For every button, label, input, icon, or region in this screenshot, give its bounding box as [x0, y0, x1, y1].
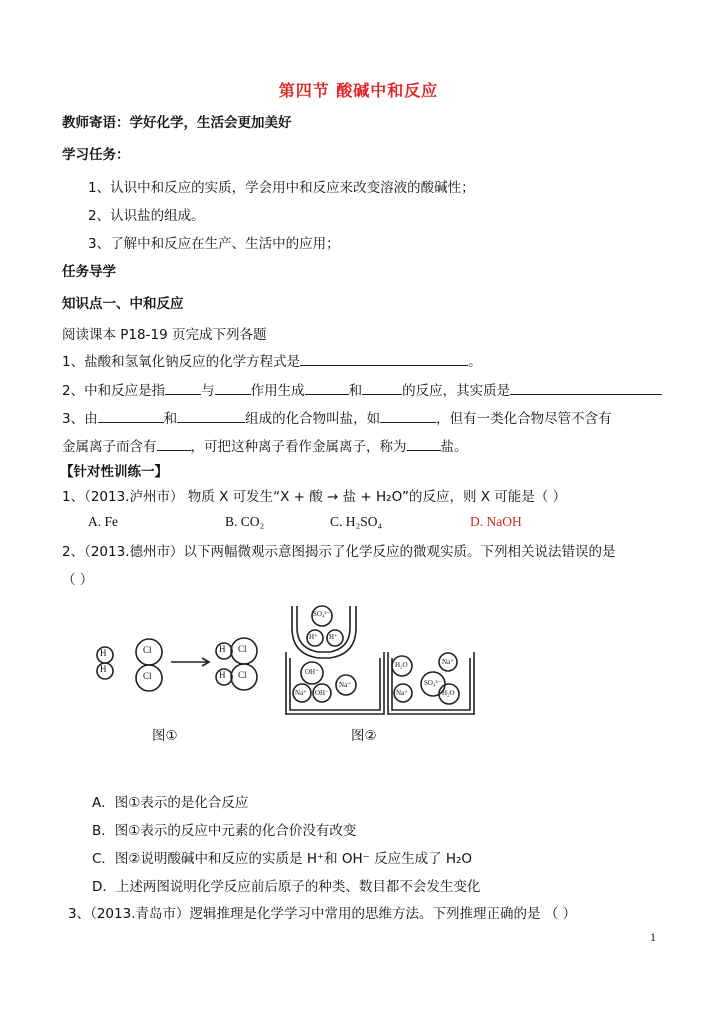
answer-blank[interactable] [157, 436, 191, 451]
question-1-text: 1、盐酸和氢氧化钠反应的化学方程式是 [62, 354, 301, 370]
beaker-left-outer [286, 652, 384, 714]
teacher-motto: 教师寄语：学好化学，生活会更加美好 [62, 115, 292, 131]
ion-label: Na⁺ [339, 681, 351, 689]
guide-heading: 任务导学 [62, 264, 116, 280]
option-b[interactable]: B．图①表示的反应中元素的化合价没有改变 [92, 823, 357, 839]
page-title: 第四节 酸碱中和反应 [278, 81, 439, 100]
question-3-text: 和 [163, 411, 178, 427]
question-2-text: 作用生成 [250, 383, 305, 399]
answer-blank[interactable] [165, 380, 201, 395]
practice-2-stem: 2、（2013.德州市）以下两幅微观示意图揭示了化学反应的微观实质。下列相关说法错误的是 [62, 544, 616, 560]
ion-label: Na⁺ [396, 689, 408, 697]
option-c[interactable]: C. H₂SO₄ [330, 514, 383, 529]
atom-label: Cl [238, 670, 247, 680]
question-2-text: 的反应，其实质是 [402, 383, 511, 399]
atom-label: Cl [238, 644, 247, 654]
answer-paren: （ ） [62, 572, 94, 588]
atom-label: H [100, 664, 107, 674]
atom-label: H [219, 670, 226, 680]
answer-blank[interactable] [380, 408, 436, 423]
ion-label: Na⁺ [442, 658, 454, 666]
answer-blank[interactable] [305, 380, 349, 395]
atom-label: H [219, 644, 226, 654]
answer-blank[interactable] [215, 380, 251, 395]
practice-1-stem: 1、（2013.泸州市） 物质 X 可发生“X + 酸 → 盐 + H₂O”的反应，则 X 可能是（ ） [62, 489, 567, 505]
question-2 [62, 379, 662, 399]
ion-label: OH⁻ [305, 668, 319, 676]
question-3-text: 3、由 [62, 411, 98, 427]
question-1 [62, 350, 482, 370]
figure-2-caption: 图② [351, 728, 377, 744]
ion-label: Na⁺ [295, 689, 307, 697]
question-3-line-2 [62, 435, 468, 455]
answer-blank[interactable] [98, 408, 164, 423]
question-3-text: 组成的化合物叫盐，如 [245, 411, 381, 427]
question-2-text: 2、中和反应是指 [62, 383, 166, 399]
knowledge-point-heading: 知识点一、中和反应 [62, 296, 184, 312]
answer-blank[interactable] [510, 380, 662, 395]
arrow-head-icon [202, 658, 209, 666]
answer-blank[interactable] [362, 380, 402, 395]
option-b[interactable]: B. CO₂ [225, 514, 265, 529]
question-3-text: 金属离子而含有 [62, 439, 157, 455]
option-d[interactable]: D．上述两图说明化学反应前后原子的种类、数目都不会发生变化 [92, 879, 481, 895]
answer-blank[interactable] [407, 436, 441, 451]
atom-label: Cl [143, 645, 152, 655]
ion-label: H⁺ [309, 633, 318, 641]
question-3-text: ，可把这种离子看作金属离子，称为 [190, 439, 407, 455]
ion-label: OH⁻ [315, 689, 329, 697]
practice-3-stem: 3、（2013.青岛市）逻辑推理是化学学习中常用的思维方法。下列推理正确的是 （ ） [68, 906, 577, 922]
question-3-text: 盐。 [440, 439, 468, 455]
question-2-text: 与 [201, 383, 215, 399]
figure-1-caption: 图① [152, 728, 178, 744]
task-item: 1、认识中和反应的实质，学会用中和反应来改变溶液的酸碱性； [88, 180, 475, 196]
practice-heading: 【针对性训练一】 [60, 464, 168, 480]
option-d[interactable]: D. NaOH [470, 514, 522, 529]
option-a[interactable]: A. Fe [88, 514, 118, 529]
ion-label: H⁺ [329, 633, 338, 641]
figure-1 [97, 638, 257, 691]
question-2-text: 和 [348, 383, 363, 399]
ion-label: SO₄²⁻ [313, 610, 331, 618]
atom-label: H [100, 648, 107, 658]
option-a[interactable]: A．图①表示的是化合反应 [92, 795, 249, 811]
question-1-suffix: 。 [468, 354, 482, 370]
answer-blank[interactable] [177, 408, 245, 423]
tasks-heading: 学习任务： [62, 147, 130, 163]
answer-blank[interactable] [300, 351, 468, 366]
ion-label: SO₄²⁻ [424, 679, 442, 687]
option-c[interactable]: C．图②说明酸碱中和反应的实质是 H⁺和 OH⁻ 反应生成了 H₂O [92, 851, 473, 867]
task-item: 2、认识盐的组成。 [88, 208, 205, 224]
question-3 [62, 407, 612, 427]
molecule-label: H₂O [442, 689, 455, 697]
question-3-text: ，但有一类化合物尽管不含有 [436, 411, 612, 427]
task-item: 3、了解中和反应在生产、生活中的应用； [88, 236, 340, 252]
beaker-left [290, 658, 380, 710]
reading-prompt: 阅读课本 P18-19 页完成下列各题 [62, 327, 267, 343]
page-number: 1 [650, 930, 656, 944]
molecule-label: H₂O [395, 661, 408, 669]
atom-label: Cl [143, 671, 152, 681]
